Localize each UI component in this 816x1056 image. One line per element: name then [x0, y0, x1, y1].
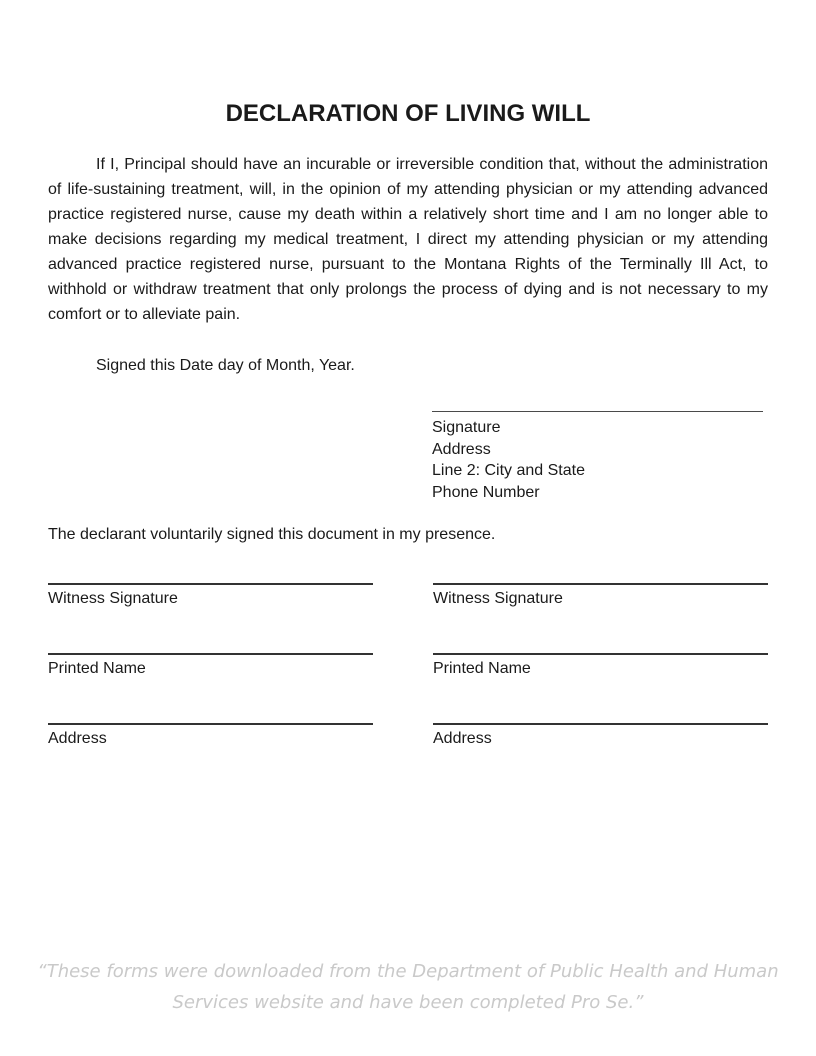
address-label: Address [433, 730, 492, 747]
page-title: DECLARATION OF LIVING WILL [225, 100, 591, 127]
witness-signature-label: Witness Signature [48, 590, 178, 607]
witness-signature-label: Witness Signature [433, 590, 563, 607]
witness2-printed-name-field [433, 653, 768, 679]
footer-disclaimer [0, 956, 816, 1018]
signature-label: Signature [432, 419, 501, 436]
witness1-printed-name-line[interactable] [48, 653, 373, 655]
address-line2-label: Line 2: City and State [432, 462, 585, 479]
witness-attestation-statement: The declarant voluntarily signed this document in my presence. [48, 526, 496, 543]
declarant-signature-line[interactable] [432, 411, 763, 412]
body-paragraph: If I, Principal should have an incurable or irreversible condition that, without the administration of life-sustaining treatment, will, in the opinion of my attending physician or my attending advanced practice registered nurse, cause my death within a relatively short time and I am no longer able to make decisions regarding my medical treatment, I direct my attending physician or my attending advanced practice registered nurse, pursuant to the Montana Rights of the Terminally Ill Act, to withhold or withdraw treatment that only prolongs the process of dying and is not necessary to my comfort or to alleviate pain. [48, 156, 768, 323]
witness2-signature-line[interactable] [433, 583, 768, 585]
witness2-address-line[interactable] [433, 723, 768, 725]
witness2-signature-field [433, 583, 768, 609]
witness2-address-field [433, 723, 768, 749]
witness1-address-line[interactable] [48, 723, 373, 725]
signed-date-line: Signed this Date day of Month, Year. [96, 357, 355, 374]
witness1-address-field [48, 723, 373, 749]
witness1-signature-line[interactable] [48, 583, 373, 585]
printed-name-label: Printed Name [48, 660, 146, 677]
witness2-printed-name-line[interactable] [433, 653, 768, 655]
address-label: Address [432, 440, 491, 458]
printed-name-label: Printed Name [433, 660, 531, 677]
phone-number-label: Phone Number [432, 483, 540, 501]
witness1-printed-name-field [48, 653, 373, 679]
witness1-signature-field [48, 583, 373, 609]
footer-disclaimer-line2: Services website and have been completed Pro Se.” [172, 992, 644, 1013]
witness-fields-grid [48, 583, 768, 749]
footer-disclaimer-line1: “These forms were downloaded from the Department of Public Health and Human [37, 961, 779, 982]
address-label: Address [48, 730, 107, 747]
declarant-signature-block [432, 411, 763, 503]
